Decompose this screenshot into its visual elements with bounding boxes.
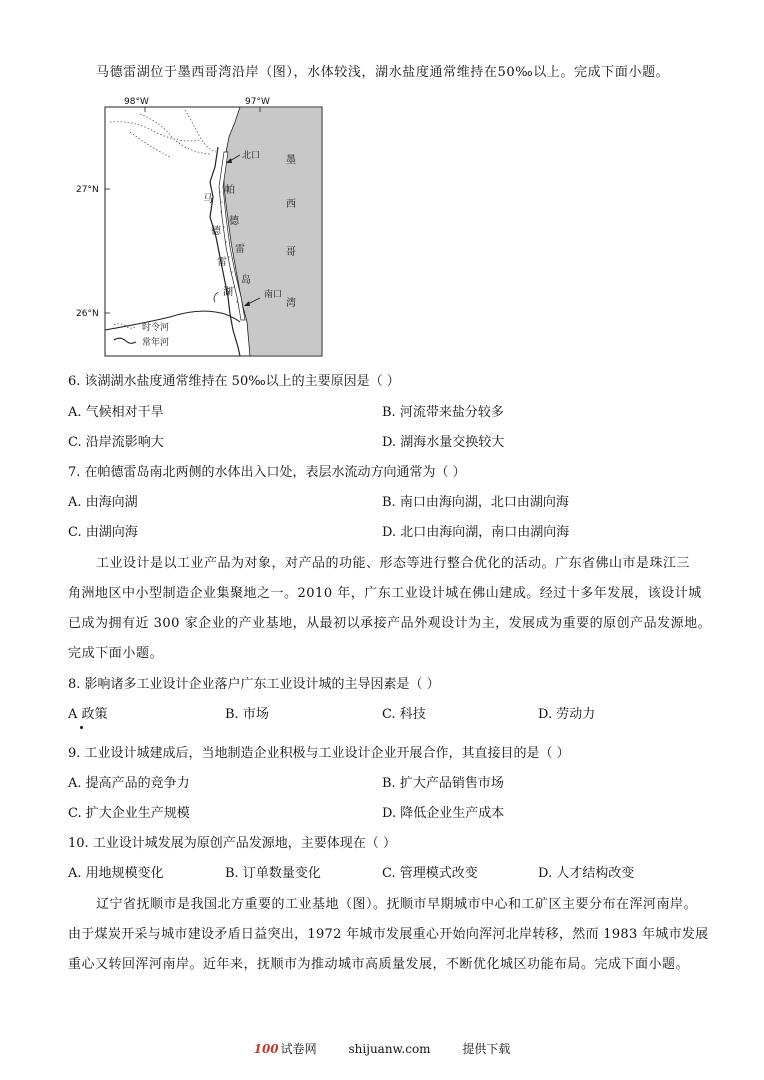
q8-option-c[interactable]: C. 科技 [382, 707, 426, 722]
island-char-1: 帕 [225, 185, 235, 196]
sea-char-4: 湾 [286, 298, 296, 309]
q7-option-a[interactable]: A. 由海向湖 [68, 495, 138, 510]
q10-stem: 10. 工业设计城发展为原创产品发源地，主要体现在（ ） [68, 836, 396, 851]
lat-26-label: 26°N [76, 309, 99, 319]
island-char-2: 德 [229, 216, 239, 227]
q8-dot-mark [80, 726, 83, 729]
q6-option-a[interactable]: A. 气候相对干旱 [68, 405, 164, 420]
q10-option-a[interactable]: A. 用地规模变化 [68, 866, 164, 881]
intro-paragraph-3-line-2: 由于煤炭开采与城市建设矛盾日益突出，1972 年城市发展重心开始向浑河北岸转移，然而 1983 年城市发展 [68, 927, 709, 942]
q7-option-d[interactable]: D. 北口由海向湖，南口由湖向海 [382, 525, 570, 540]
intro-paragraph-3-line-1: 辽宁省抚顺市是我国北方重要的工业基地（图）。抚顺市早期城市中心和工矿区主要分布在浑河南岸。 [96, 897, 698, 912]
q9-option-d[interactable]: D. 降低企业生产成本 [382, 806, 505, 821]
south-inlet-label: 南口 [264, 290, 283, 300]
q6-option-d[interactable]: D. 湖海水量交换较大 [382, 435, 505, 450]
intro-paragraph-2-line-3: 已成为拥有近 300 家企业的产业基地，从最初以承接产品外观设计为主，发展成为重要的原创产品发源地。 [68, 616, 712, 631]
q9-option-a[interactable]: A. 提高产品的竞争力 [68, 776, 190, 791]
q9-stem: 9. 工业设计城建成后，当地制造企业积极与工业设计企业开展合作，其直接目的是（ ） [68, 746, 570, 761]
download-text: 提供下载 [462, 1042, 511, 1056]
lon-97-label: 97°W [245, 97, 270, 107]
intro-paragraph-2-line-1: 工业设计是以工业产品为对象，对产品的功能、形态等进行整合优化的活动。广东省佛山市是珠江三 [96, 556, 691, 571]
lake-char-4: 湖 [223, 287, 233, 298]
site-domain-link[interactable]: shijuanw.com [348, 1042, 431, 1056]
q7-option-c[interactable]: C. 由湖向海 [68, 525, 138, 540]
island-char-3: 雷 [235, 244, 245, 255]
intro-paragraph-2-line-2: 角洲地区中小型制造企业集聚地之一。2010 年，广东工业设计城在佛山建成。经过十多年发展，该设计城 [68, 586, 702, 601]
island-char-4: 岛 [241, 275, 251, 286]
intro-paragraph-3-line-3: 重心又转回浑河南岸。近年来，抚顺市为推动城市高质量发展，不断优化城区功能布局。完成下面小题。 [68, 957, 690, 972]
q6-option-c[interactable]: C. 沿岸流影响大 [68, 435, 164, 450]
page-footer [0, 1040, 764, 1057]
q9-option-b[interactable]: B. 扩大产品销售市场 [382, 776, 504, 791]
q10-option-c[interactable]: C. 管理模式改变 [382, 866, 478, 881]
q7-stem: 7. 在帕德雷岛南北两侧的水体出入口处，表层水流动方向通常为（ ） [68, 465, 466, 480]
site-logo: 100 [253, 1042, 279, 1056]
q9-option-c[interactable]: C. 扩大企业生产规模 [68, 806, 190, 821]
site-name: 试卷网 [280, 1042, 317, 1056]
legend-perennial-label: 常年河 [142, 338, 170, 348]
q10-option-d[interactable]: D. 人才结构改变 [538, 866, 635, 881]
north-inlet-label: 北口 [242, 151, 261, 161]
sea-char-2: 西 [286, 199, 296, 210]
sea-char-3: 哥 [286, 247, 296, 258]
lon-98-label: 98°W [124, 97, 149, 107]
q7-option-b[interactable]: B. 南口由海向湖，北口由湖向海 [382, 495, 569, 510]
lake-char-1: 马 [203, 194, 213, 205]
lake-char-2: 德 [211, 226, 221, 237]
intro-paragraph-2-line-4: 完成下面小题。 [68, 646, 164, 661]
q6-stem: 6. 该湖湖水盐度通常维持在 50‰以上的主要原因是（ ） [68, 374, 400, 389]
q8-option-a[interactable]: A 政策 [68, 707, 108, 722]
lat-27-label: 27°N [76, 185, 99, 195]
q8-stem: 8. 影响诸多工业设计企业落户广东工业设计城的主导因素是（ ） [68, 677, 440, 692]
sea-char-1: 墨 [286, 155, 296, 166]
q8-option-d[interactable]: D. 劳动力 [538, 707, 596, 722]
intro-paragraph-1: 马德雷湖位于墨西哥湾沿岸（图），水体较浅，湖水盐度通常维持在50‰以上。完成下面小题。 [96, 65, 670, 80]
legend-seasonal-label: 时令河 [142, 323, 170, 333]
lake-char-3: 雷 [217, 257, 227, 268]
q8-option-b[interactable]: B. 市场 [225, 707, 269, 722]
q10-option-b[interactable]: B. 订单数量变化 [225, 866, 321, 881]
madre-lake-map [76, 92, 330, 362]
q6-option-b[interactable]: B. 河流带来盐分较多 [382, 405, 504, 420]
